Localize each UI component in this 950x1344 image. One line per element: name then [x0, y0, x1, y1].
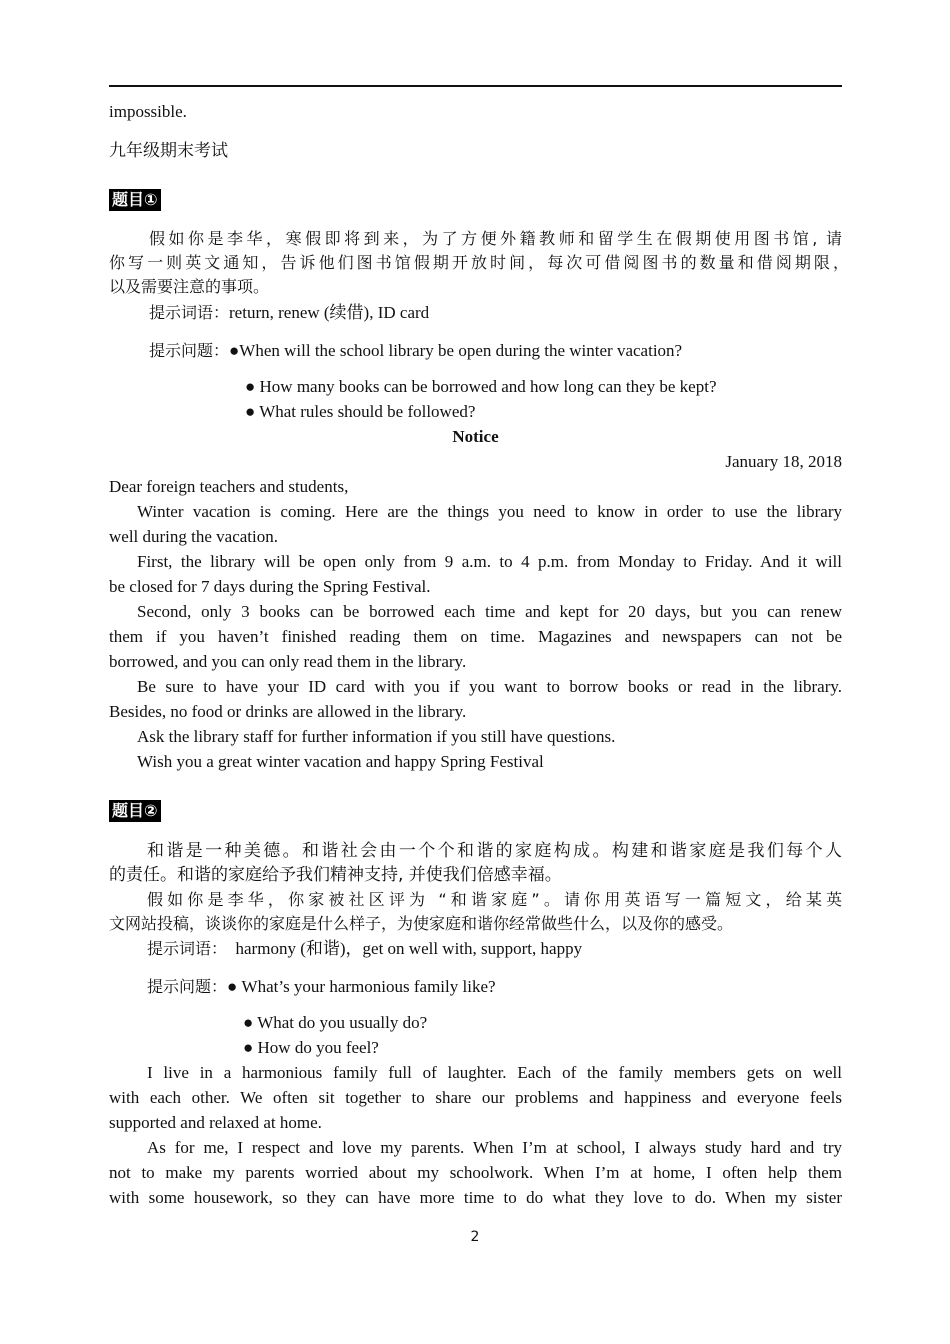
q2-intro-line: 的责任。和谐的家庭给予我们精神支持, 并使我们倍感幸福。 — [109, 865, 562, 885]
notice-title: Notice — [452, 427, 499, 446]
q1-hint-words — [149, 302, 429, 324]
hint-words-label: 提示词语： — [149, 303, 230, 322]
page-number: 2 — [470, 1229, 480, 1245]
notice-date: January 18, 2018 — [725, 452, 842, 471]
notice-greeting: Dear foreign teachers and students, — [109, 477, 349, 496]
essay-body-line: I live in a harmonious family full of laughter. Each of the family members gets on well — [147, 1063, 842, 1082]
hint-words-label: 提示词语： — [147, 939, 228, 958]
q1-prompt-line: 假如你是李华，寒假即将到来，为了方便外籍教师和留学生在假期使用图书馆, 请 — [149, 229, 842, 248]
hint-questions-label: 提示问题： — [149, 341, 230, 360]
q1-hint-question-1 — [149, 340, 682, 362]
essay-body-line: supported and relaxed at home. — [109, 1113, 322, 1132]
essay-body-line: with each other. We often sit together to share our problems and happiness and everyone feels — [109, 1088, 842, 1107]
notice-body-line: well during the vacation. — [109, 527, 279, 546]
notice-body-line: First, the library will be open only from 9 a.m. to 4 p.m. from Monday to Friday. And it will — [137, 552, 842, 571]
header-rule — [109, 85, 842, 87]
q2-hint-question-1 — [147, 976, 496, 998]
exam-title: 九年级期末考试 — [109, 141, 228, 161]
question-2-badge: 题目② — [109, 800, 161, 822]
hint-question: ●When will the school library be open during the winter vacation? — [229, 341, 683, 360]
essay-body-line: As for me, I respect and love my parents. When I’m at school, I always study hard and try — [147, 1138, 842, 1157]
notice-body-line: be closed for 7 days during the Spring Festival. — [109, 577, 431, 596]
notice-body-line: Besides, no food or drinks are allowed in the library. — [109, 702, 467, 721]
essay-body-line: with some housework, so they can have more time to do what they love to do. When my sister — [109, 1188, 842, 1207]
notice-body-line: Ask the library staff for further information if you still have questions. — [137, 727, 616, 746]
notice-body-line: borrowed, and you can only read them in the library. — [109, 652, 467, 671]
q1-prompt-line: 以及需要注意的事项。 — [109, 277, 270, 296]
question-1-badge: 题目① — [109, 189, 161, 211]
hint-question: ● What’s your harmonious family like? — [227, 977, 496, 996]
q2-prompt-line: 文网站投稿，谈谈你的家庭是什么样子，为使家庭和谐你经常做些什么，以及你的感受。 — [109, 914, 734, 933]
q2-intro-line: 和谐是一种美德。和谐社会由一个个和谐的家庭构成。构建和谐家庭是我们每个人 — [147, 841, 842, 861]
q1-hint-question-3: ● What rules should be followed? — [245, 402, 476, 421]
hint-questions-label: 提示问题： — [147, 977, 228, 996]
notice-body-line: Winter vacation is coming. Here are the things you need to know in order to use the library — [137, 502, 842, 521]
notice-body-line: Second, only 3 books can be borrowed each time and kept for 20 days, but you can renew — [137, 602, 842, 621]
notice-body-line: Wish you a great winter vacation and happy Spring Festival — [137, 752, 544, 771]
q2-hint-words — [147, 938, 582, 960]
q1-hint-question-2: ● How many books can be borrowed and how long can they be kept? — [245, 377, 717, 396]
notice-body-line: Be sure to have your ID card with you if you want to borrow books or read in the library. — [137, 677, 842, 696]
top-text: impossible. — [109, 102, 187, 121]
q1-prompt-line: 你写一则英文通知，告诉他们图书馆假期开放时间，每次可借阅图书的数量和借阅期限， — [109, 253, 849, 272]
q2-hint-question-2: ● What do you usually do? — [243, 1013, 428, 1032]
hint-words: return, renew (续借), ID card — [229, 303, 430, 322]
notice-body-line: them if you haven’t finished reading them on time. Magazines and newspapers can not be — [109, 627, 842, 646]
q2-hint-question-3: ● How do you feel? — [243, 1038, 379, 1057]
essay-body-line: not to make my parents worried about my schoolwork. When I’m at home, I often help them — [109, 1163, 842, 1182]
hint-words: harmony (和谐)，get on well with, support, happy — [235, 939, 583, 958]
q2-prompt-line: 假如你是李华，你家被社区评为 “和谐家庭”。请你用英语写一篇短文，给某英 — [147, 890, 842, 909]
